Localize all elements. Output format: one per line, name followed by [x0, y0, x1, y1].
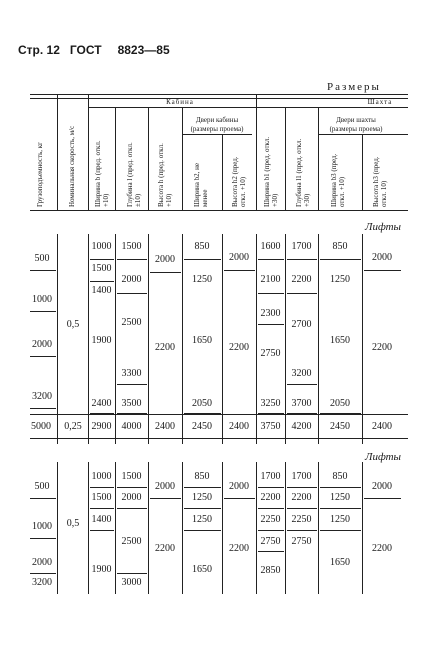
t1-shaftd-3: 3200: [291, 368, 312, 379]
shaft-group-label: Шахта: [367, 98, 393, 106]
t1-shaftd-2: 2700: [291, 319, 312, 330]
t1-last-load: 5000: [31, 421, 51, 432]
vline: [222, 234, 223, 444]
col-shaft-width: Ширина b1 (пред. откл. +30): [263, 136, 279, 207]
t2-sdoorw-2: 1250: [330, 514, 350, 525]
col-load: Грузоподъемность, кг: [36, 141, 44, 207]
tick: [30, 573, 56, 574]
col-shaft-depth: Глубина l1 (пред. откл. +30): [295, 138, 311, 207]
t2-load-3200: 3200: [32, 577, 52, 588]
t1-sdoorw-0: 850: [332, 241, 348, 252]
cabin-group-label: Кабина: [166, 98, 194, 106]
t2-load-1000: 1000: [32, 521, 52, 532]
lifts-label-2: Лифты: [365, 451, 402, 463]
t1-shaftw-3: 2750: [260, 348, 281, 359]
page-header: [18, 42, 170, 58]
tick: [90, 508, 114, 509]
t1-doorw-0: 850: [194, 241, 210, 252]
t1-doorh-0: 2000: [229, 252, 249, 263]
tick: [117, 573, 147, 574]
vline: [318, 107, 319, 210]
t1-load-1000: 1000: [32, 294, 52, 305]
tick: [258, 324, 284, 325]
vline: [285, 234, 286, 444]
tick: [258, 530, 284, 531]
t1-shaftw-4: 3250: [260, 398, 281, 409]
vline: [256, 94, 257, 210]
t2-shaftw-0: 1700: [260, 471, 281, 482]
t1-sdoorw-3: 2050: [330, 398, 350, 409]
tick: [320, 487, 361, 488]
t1-last-shaftw: 3750: [260, 421, 281, 432]
tick: [30, 311, 56, 312]
t1-sdoorw-2: 1650: [330, 335, 350, 346]
vline: [362, 134, 363, 210]
t1-load-500: 500: [34, 253, 50, 264]
t1-cabd-1: 2000: [121, 274, 142, 285]
t1-cabh-0: 2000: [155, 254, 175, 265]
t1-doorw-1: 1250: [192, 274, 212, 285]
tick: [224, 270, 255, 271]
col-sdoor-height: Высота h3 (пред. откл. 10): [372, 156, 388, 207]
table-top-rule: [30, 94, 408, 95]
t1-last-cabh: 2400: [155, 421, 175, 432]
t2-load-2000: 2000: [32, 557, 52, 568]
t1-cabd-4: 3500: [121, 398, 142, 409]
t2-cabh-0: 2000: [155, 481, 175, 492]
t1-last-speed: 0,25: [64, 421, 82, 432]
t2-cabd-1: 2000: [121, 492, 142, 503]
shaft-doors-label: Двери шахты (размеры проема): [329, 116, 383, 133]
t1-cabd-0: 1500: [121, 241, 142, 252]
tick: [258, 487, 284, 488]
tick: [287, 530, 317, 531]
tick: [184, 530, 221, 531]
doors-rule-1: [182, 134, 252, 135]
section-title: Размеры: [327, 81, 381, 93]
tick: [287, 293, 317, 294]
col-cab-width: Ширина b (пред. откл. +10): [94, 140, 110, 207]
tick: [364, 270, 401, 271]
tick: [117, 508, 147, 509]
t2-cabd-2: 2500: [121, 536, 142, 547]
tick: [258, 293, 284, 294]
t2-cabd-3: 3000: [121, 577, 142, 588]
row-rule: [30, 414, 408, 415]
vline: [182, 107, 183, 210]
t2-sdoorw-3: 1650: [330, 557, 350, 568]
table-bottom-rule: [30, 438, 408, 439]
t2-doorh-1: 2200: [229, 543, 249, 554]
doors-rule-2: [318, 134, 408, 135]
col-speed: Номинальная скорость, м/с: [68, 125, 76, 207]
t1-shaftw-0: 1600: [260, 241, 281, 252]
t1-shaftw-2: 2300: [260, 308, 281, 319]
t2-doorw-0: 850: [194, 471, 210, 482]
page-number: Стр. 12: [18, 43, 60, 57]
t1-last-cabw: 2900: [91, 421, 112, 432]
tick: [287, 508, 317, 509]
tick: [117, 259, 147, 260]
vline: [57, 234, 58, 444]
tick: [30, 498, 56, 499]
tick: [258, 508, 284, 509]
t2-shaftd-1: 2200: [291, 492, 312, 503]
t2-cabw-0: 1000: [91, 471, 112, 482]
t2-sdoorh-1: 2200: [372, 543, 392, 554]
tick: [30, 408, 56, 409]
table-head-bottom-rule: [30, 210, 408, 211]
t1-cabw-0: 1000: [91, 241, 112, 252]
t2-doorw-1: 1250: [192, 492, 212, 503]
t2-load-500: 500: [34, 481, 50, 492]
tick: [320, 530, 361, 531]
t1-cabw-4: 2400: [91, 398, 112, 409]
tick: [320, 259, 361, 260]
tick: [184, 259, 221, 260]
tick: [150, 272, 181, 273]
t1-cabw-2: 1400: [91, 285, 112, 296]
t2-shaftw-1: 2200: [260, 492, 281, 503]
tick: [320, 508, 361, 509]
t1-cabw-3: 1900: [91, 335, 112, 346]
t2-cabh-1: 2200: [155, 543, 175, 554]
t1-last-doorw: 2450: [192, 421, 212, 432]
tick: [117, 384, 147, 385]
group-rule: [88, 107, 408, 108]
t1-shaftd-0: 1700: [291, 241, 312, 252]
t1-last-cabd: 4000: [121, 421, 142, 432]
vline: [148, 234, 149, 444]
t1-last-sdoorw: 2450: [330, 421, 350, 432]
vline: [148, 107, 149, 210]
t2-shaftd-2: 2250: [291, 514, 312, 525]
tick: [117, 487, 147, 488]
t1-shaftd-1: 2200: [291, 274, 312, 285]
tick: [30, 538, 56, 539]
t1-sdoorw-1: 1250: [330, 274, 350, 285]
vline: [57, 94, 58, 210]
col-cab-height: Высота h (пред. откл. +10): [157, 143, 173, 207]
t1-sdoorh-0: 2000: [372, 252, 392, 263]
tick: [150, 498, 181, 499]
tick: [258, 551, 284, 552]
t1-cabw-1: 1500: [91, 263, 112, 274]
t2-cabd-0: 1500: [121, 471, 142, 482]
col-door-height: Высота h2 (пред. откл. +10): [231, 156, 247, 207]
tick: [90, 259, 114, 260]
t1-doorw-2: 1650: [192, 335, 212, 346]
t2-doorw-2: 1250: [192, 514, 212, 525]
gost-number: 8823—85: [117, 43, 170, 57]
tick: [364, 498, 401, 499]
t2-shaftw-4: 2850: [260, 565, 281, 576]
vline: [362, 234, 363, 444]
vline: [115, 234, 116, 444]
t2-doorh-0: 2000: [229, 481, 249, 492]
vline: [88, 94, 89, 210]
t2-cabw-3: 1900: [91, 564, 112, 575]
tick: [30, 270, 56, 271]
t1-cabh-1: 2200: [155, 342, 175, 353]
t2-sdoorw-0: 850: [332, 471, 348, 482]
t2-sdoorh-0: 2000: [372, 481, 392, 492]
t2-speed: 0,5: [66, 518, 80, 529]
t1-doorw-3: 2050: [192, 398, 212, 409]
t2-cabw-1: 1500: [91, 492, 112, 503]
t2-shaftw-3: 2750: [260, 536, 281, 547]
col-sdoor-width: Ширина b3 (пред. откл. +10): [330, 153, 346, 207]
t2-sdoorw-1: 1250: [330, 492, 350, 503]
tick: [287, 487, 317, 488]
tick: [30, 356, 56, 357]
t1-doorh-1: 2200: [229, 342, 249, 353]
t2-shaftd-0: 1700: [291, 471, 312, 482]
t1-last-shaftd: 4200: [291, 421, 312, 432]
vline: [115, 107, 116, 210]
cabin-doors-label: Двери кабины (размеры проема): [190, 116, 244, 133]
tick: [287, 384, 317, 385]
tick: [184, 487, 221, 488]
t1-last-doorh: 2400: [229, 421, 249, 432]
vline: [285, 107, 286, 210]
t1-cabd-2: 2500: [121, 317, 142, 328]
tick: [258, 259, 284, 260]
t1-load-3200: 3200: [32, 391, 52, 402]
tick: [287, 259, 317, 260]
t2-shaftw-2: 2250: [260, 514, 281, 525]
t1-sdoorh-1: 2200: [372, 342, 392, 353]
t1-cabd-3: 3300: [121, 368, 142, 379]
t1-load-2000: 2000: [32, 339, 52, 350]
tick: [90, 281, 114, 282]
tick: [117, 293, 147, 294]
t2-doorw-3: 1650: [192, 564, 212, 575]
vline: [256, 234, 257, 444]
t1-last-sdoorh: 2400: [372, 421, 392, 432]
col-cab-depth: Глубина l (пред. откл. ±10): [126, 142, 142, 207]
gost-label: ГОСТ: [69, 43, 102, 57]
t1-shaftd-4: 3700: [291, 398, 312, 409]
lifts-label-1: Лифты: [365, 221, 402, 233]
col-door-width: Ширина b2, не менее: [193, 162, 209, 207]
t2-shaftd-3: 2750: [291, 536, 312, 547]
tick: [224, 498, 255, 499]
vline: [222, 134, 223, 210]
tick: [184, 508, 221, 509]
t1-shaftw-1: 2100: [260, 274, 281, 285]
t1-speed: 0,5: [66, 319, 80, 330]
tick: [90, 487, 114, 488]
t2-cabw-2: 1400: [91, 514, 112, 525]
tick: [90, 530, 114, 531]
